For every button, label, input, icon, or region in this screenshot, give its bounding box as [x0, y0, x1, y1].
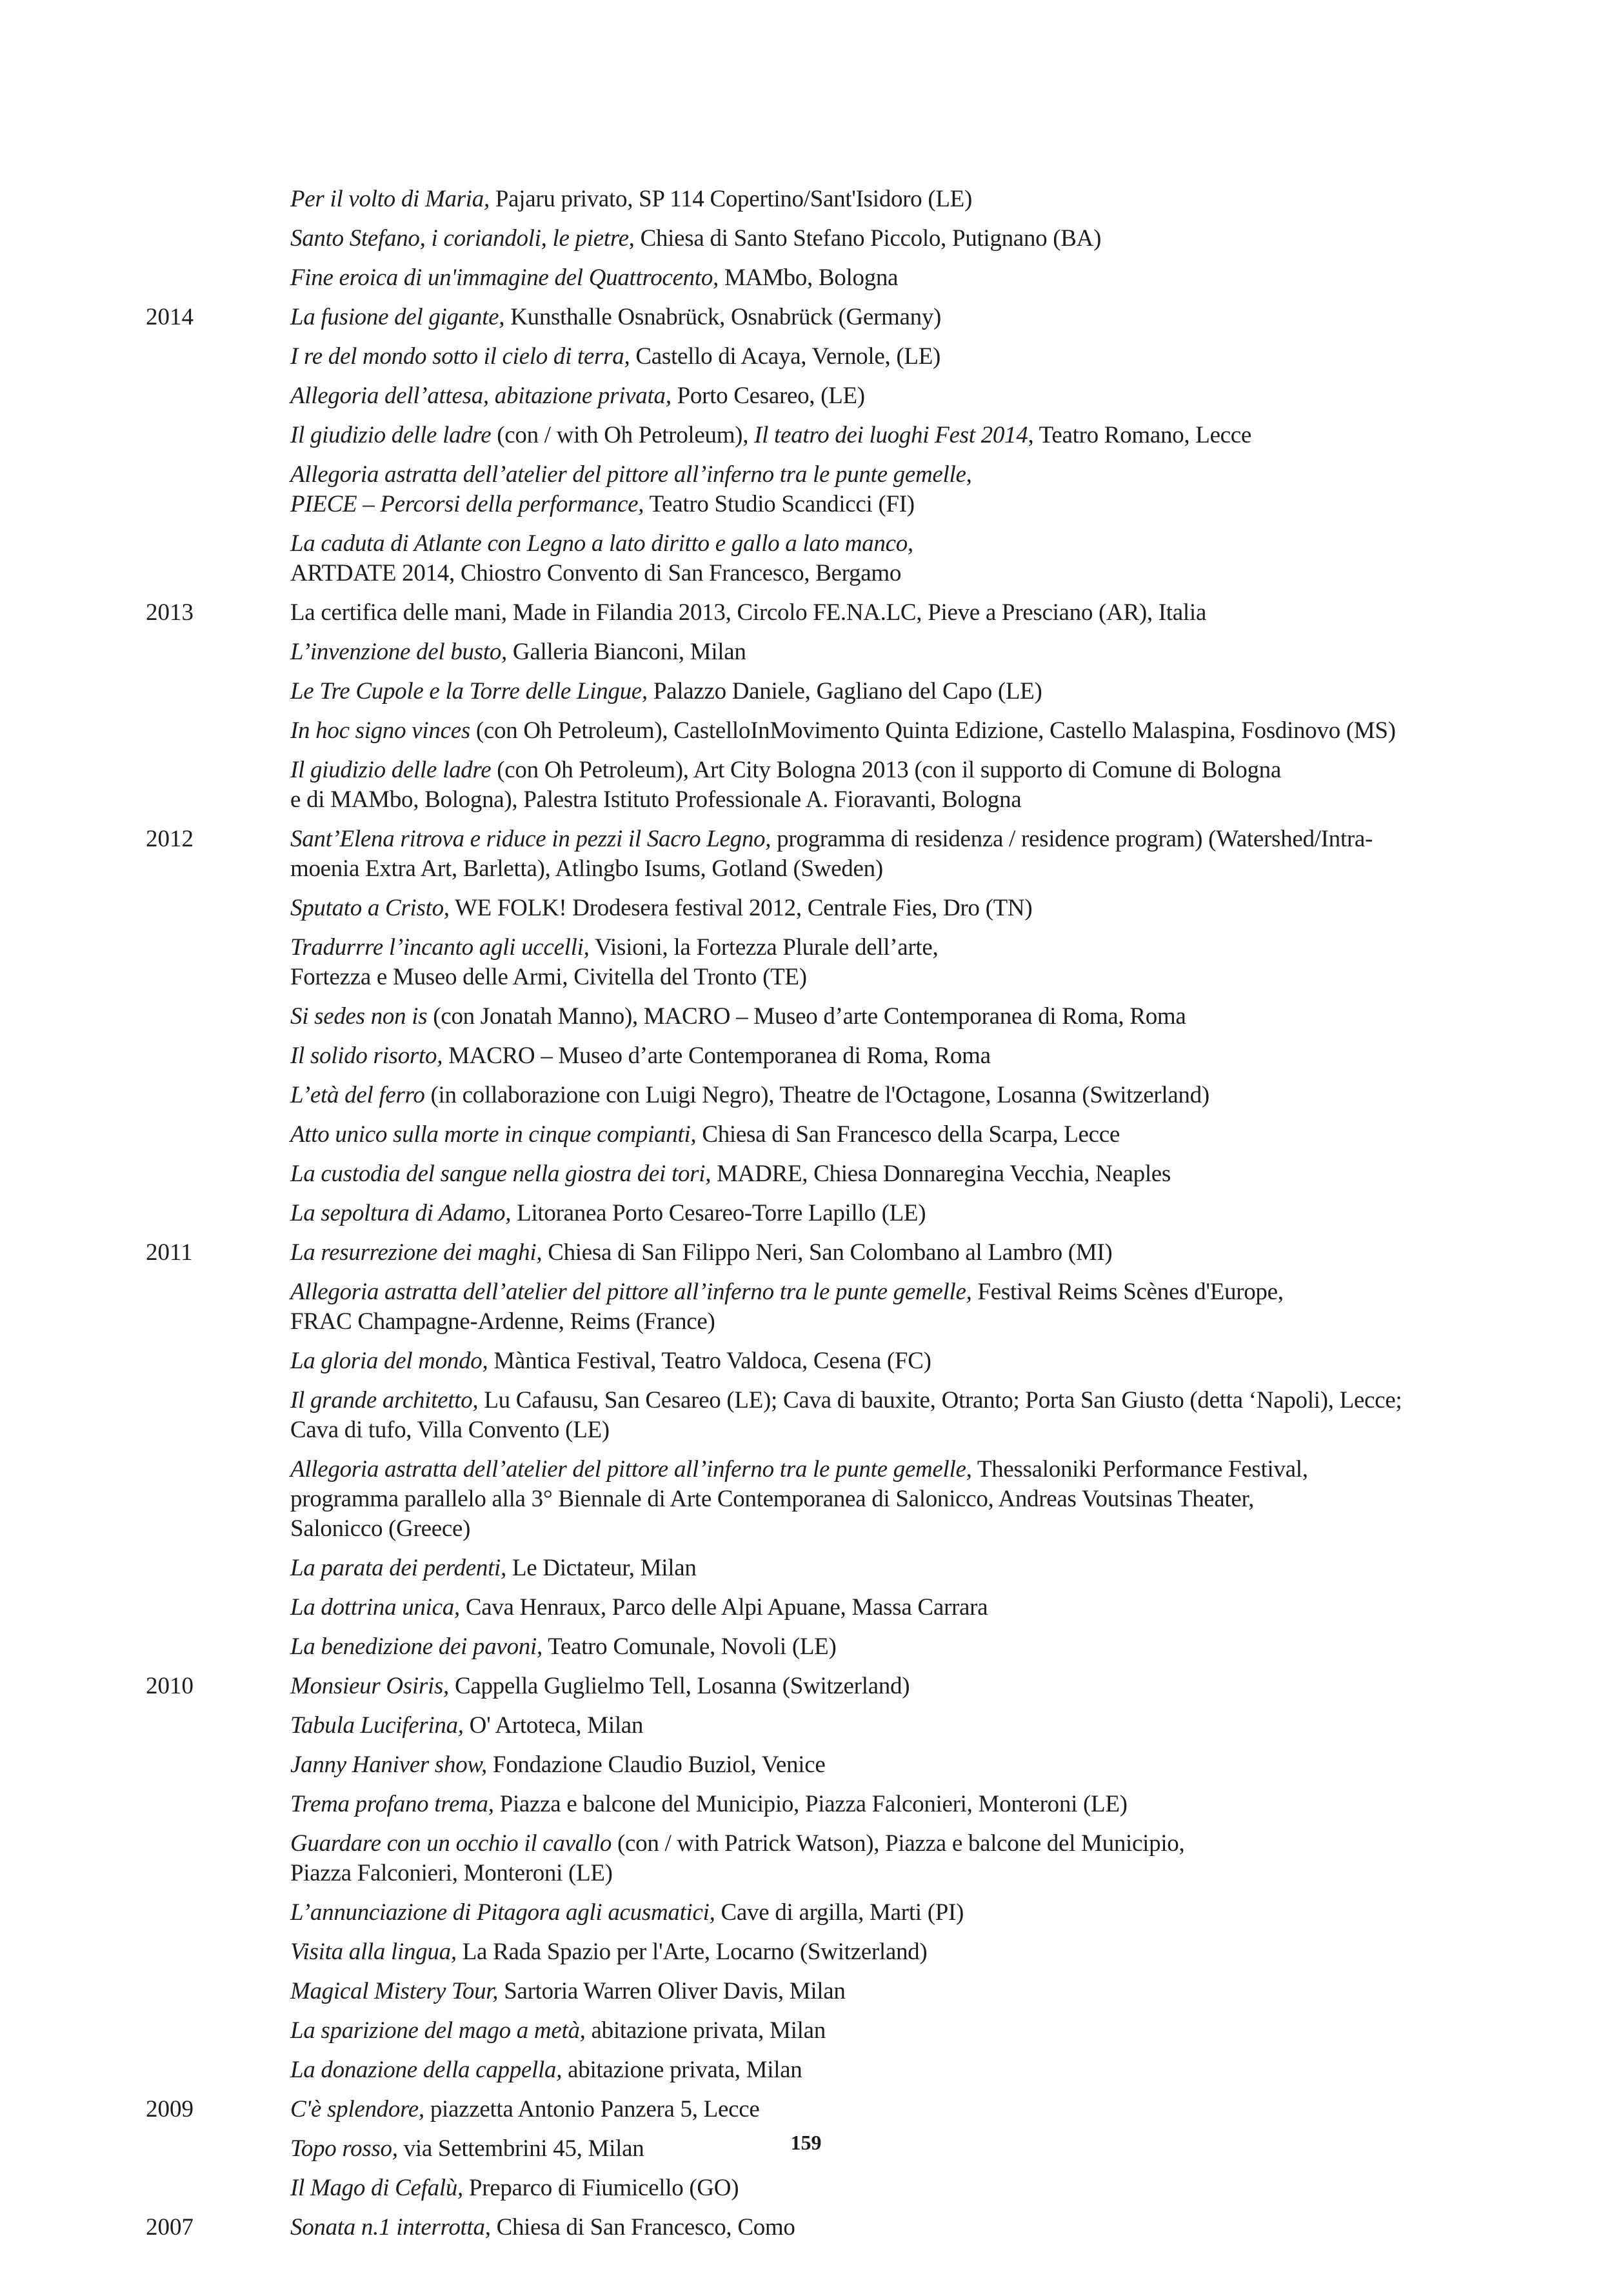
venue-text: Salonicco (Greece)	[290, 1515, 471, 1542]
entry-text	[290, 1750, 1533, 1780]
entry-text	[290, 716, 1533, 746]
entry-year: 2013	[146, 599, 194, 626]
entry-line	[290, 1711, 1533, 1741]
work-title: La sparizione del mago a metà,	[290, 2017, 586, 2044]
entry-text	[290, 755, 1533, 815]
exhibition-entry	[146, 1977, 1533, 2006]
venue-text: Festival Reims Scènes d'Europe,	[971, 1279, 1284, 1305]
entry-text	[290, 598, 1533, 628]
venue-text: Piazza e balcone del Municipio, Piazza Falconieri, Monteroni (LE)	[493, 1791, 1128, 1817]
exhibition-entry	[146, 303, 1533, 332]
entry-line	[290, 342, 1533, 372]
venue-text: (con / with Oh Petroleum),	[491, 422, 755, 448]
venue-text: Visioni, la Fortezza Plurale dell’arte,	[589, 934, 939, 961]
entry-line	[290, 1593, 1533, 1622]
exhibition-entry	[146, 529, 1533, 588]
exhibition-entry	[146, 1790, 1533, 1819]
entry-line	[290, 1277, 1533, 1307]
venue-text: Kunsthalle Osnabrück, Osnabrück (Germany)	[504, 304, 942, 330]
work-title: La dottrina unica,	[290, 1594, 460, 1621]
work-title: La gloria del mondo,	[290, 1348, 488, 1374]
work-title: Per il volto di Maria,	[290, 186, 490, 212]
work-title: Monsieur Osiris,	[290, 1673, 449, 1699]
exhibition-entry	[146, 1455, 1533, 1544]
entry-line	[290, 1002, 1533, 1032]
exhibition-entry	[146, 677, 1533, 706]
entry-line	[290, 263, 1533, 293]
exhibition-entry	[146, 1829, 1533, 1888]
entry-text	[290, 2055, 1533, 2085]
entry-line	[290, 2095, 1533, 2124]
exhibition-entry	[146, 2055, 1533, 2085]
entry-line	[290, 1790, 1533, 1819]
entry-text	[290, 224, 1533, 254]
venue-text: abitazione privata, Milan	[585, 2017, 826, 2044]
entry-text	[290, 824, 1533, 884]
venue-text: Porto Cesareo, (LE)	[671, 383, 865, 409]
work-title: I re del mondo sotto il cielo di terra,	[290, 343, 630, 370]
venue-text: abitazione privata, Milan	[562, 2057, 802, 2083]
work-title: Tabula Luciferina,	[290, 1712, 464, 1739]
venue-text: Cava Henraux, Parco delle Alpi Apuane, Massa Carrara	[459, 1594, 988, 1621]
exhibition-entry	[146, 755, 1533, 815]
exhibition-entry	[146, 1159, 1533, 1189]
work-title: La custodia del sangue nella giostra dei tori,	[290, 1161, 711, 1187]
entry-text	[290, 637, 1533, 667]
entry-text	[290, 1159, 1533, 1189]
entry-line	[290, 1553, 1533, 1583]
venue-text: (con / with Patrick Watson), Piazza e balcone del Municipio,	[612, 1830, 1185, 1857]
work-title: Janny Haniver show,	[290, 1752, 487, 1778]
entry-line	[290, 1484, 1533, 1514]
exhibition-entry	[146, 1898, 1533, 1928]
venue-text: Fondazione Claudio Buziol, Venice	[486, 1752, 826, 1778]
exhibition-entry	[146, 1277, 1533, 1337]
work-title: Sant’Elena ritrova e riduce in pezzi il Sacro Legno,	[290, 826, 771, 852]
venue-text: moenia Extra Art, Barletta), Atlingbo Isums, Gotland (Sweden)	[290, 855, 883, 882]
entry-line	[290, 1081, 1533, 1110]
venue-text: programma parallelo alla 3° Biennale di Arte Contemporanea di Salonicco, Andreas Voutsinas Theater,	[290, 1486, 1255, 1512]
work-title: Allegoria astratta dell’atelier del pittore all’inferno tra le punte gemelle,	[290, 1456, 972, 1482]
work-title: In hoc signo vinces	[290, 717, 470, 744]
entry-line	[290, 1859, 1533, 1888]
exhibition-entry	[146, 1750, 1533, 1780]
exhibition-entry	[146, 381, 1533, 411]
entry-line	[290, 1041, 1533, 1071]
work-title: Topo rosso,	[290, 2135, 398, 2162]
exhibition-entry	[146, 1199, 1533, 1228]
entry-text	[290, 1386, 1533, 1445]
venue-text: programma di residenza / residence program) (Watershed/Intra-	[771, 826, 1373, 852]
work-title: Il solido risorto,	[290, 1043, 443, 1069]
exhibition-entry	[146, 637, 1533, 667]
entry-line	[290, 1750, 1533, 1780]
venue-text: Piazza Falconieri, Monteroni (LE)	[290, 1860, 613, 1886]
entry-text	[290, 1277, 1533, 1337]
entry-text	[290, 460, 1533, 519]
work-title: Trema profano trema,	[290, 1791, 494, 1817]
entry-text	[290, 1081, 1533, 1110]
venue-text: Castello di Acaya, Vernole, (LE)	[630, 343, 941, 370]
entry-line	[290, 1238, 1533, 1268]
entry-line	[290, 1455, 1533, 1484]
entry-text	[290, 1593, 1533, 1622]
entry-text	[290, 2213, 1533, 2242]
exhibition-entry	[146, 1593, 1533, 1622]
exhibition-entry	[146, 2016, 1533, 2046]
entry-line	[290, 2213, 1533, 2242]
exhibition-entry	[146, 1386, 1533, 1445]
entry-text	[290, 529, 1533, 588]
entry-line	[290, 1120, 1533, 1150]
entry-line	[290, 1199, 1533, 1228]
entry-line	[290, 893, 1533, 923]
work-title: C'è splendore,	[290, 2096, 424, 2122]
venue-text: via Settembrini 45, Milan	[397, 2135, 644, 2162]
page-number: 159	[790, 2131, 822, 2154]
work-title: Santo Stefano, i coriandoli, le pietre,	[290, 225, 635, 252]
exhibition-entry	[146, 460, 1533, 519]
entry-text	[290, 933, 1533, 992]
entry-line	[290, 1672, 1533, 1701]
entry-text	[290, 1711, 1533, 1741]
work-title: La donazione della cappella,	[290, 2057, 562, 2083]
entry-text	[290, 1553, 1533, 1583]
work-title: La sepoltura di Adamo,	[290, 1200, 512, 1226]
entry-text	[290, 1199, 1533, 1228]
venue-text: Chiesa di San Filippo Neri, San Colombano al Lambro (MI)	[542, 1239, 1113, 1266]
work-title: Il teatro dei luoghi Fest 2014	[754, 422, 1028, 448]
entry-text	[290, 1977, 1533, 2006]
venue-text: Lu Cafausu, San Cesareo (LE); Cava di bauxite, Otranto; Porta San Giusto (detta ‘Napoli), Lecce;	[478, 1387, 1402, 1413]
work-title: L’invenzione del busto,	[290, 639, 507, 665]
venue-text: Thessaloniki Performance Festival,	[971, 1456, 1308, 1482]
venue-text: Galleria Bianconi, Milan	[506, 639, 746, 665]
exhibition-entry	[146, 1002, 1533, 1032]
entry-text	[290, 1672, 1533, 1701]
exhibition-entry	[146, 263, 1533, 293]
exhibition-entry	[146, 598, 1533, 628]
venue-text: Teatro Studio Scandicci (FI)	[644, 491, 915, 517]
entry-text	[290, 381, 1533, 411]
work-title: La fusione del gigante,	[290, 304, 505, 330]
entry-text	[290, 1346, 1533, 1376]
entry-year: 2010	[146, 1673, 194, 1699]
venue-text: Litoranea Porto Cesareo-Torre Lapillo (LE)	[511, 1200, 926, 1226]
venue-text: Pajaru privato, SP 114 Copertino/Sant'Isidoro (LE)	[489, 186, 972, 212]
work-title: Visita alla lingua,	[290, 1939, 457, 1965]
work-title: Atto unico sulla morte in cinque compianti,	[290, 1121, 697, 1148]
exhibition-entry	[146, 1081, 1533, 1110]
entry-text	[290, 1120, 1533, 1150]
entry-line	[290, 1415, 1533, 1445]
entry-text	[290, 263, 1533, 293]
work-title: Guardare con un occhio il cavallo	[290, 1830, 612, 1857]
venue-text: MADRE, Chiesa Donnaregina Vecchia, Neaples	[711, 1161, 1171, 1187]
venue-text: FRAC Champagne-Ardenne, Reims (France)	[290, 1308, 715, 1335]
entry-text	[290, 1790, 1533, 1819]
venue-text: Chiesa di San Francesco, Como	[490, 2214, 795, 2241]
entry-line	[290, 854, 1533, 884]
entry-line	[290, 1514, 1533, 1544]
venue-text: (con Oh Petroleum), Art City Bologna 2013 (con il supporto di Comune di Bologna	[491, 757, 1281, 783]
exhibition-entry	[146, 421, 1533, 450]
entry-line	[290, 677, 1533, 706]
venue-text: Teatro Comunale, Novoli (LE)	[542, 1633, 837, 1660]
work-title: PIECE – Percorsi della performance,	[290, 491, 644, 517]
work-title: Allegoria astratta dell’atelier del pittore all’inferno tra le punte gemelle,	[290, 461, 972, 488]
venue-text: Chiesa di San Francesco della Scarpa, Lecce	[696, 1121, 1120, 1148]
exhibition-entry	[146, 2095, 1533, 2124]
venue-text: Cappella Guglielmo Tell, Losanna (Switzerland)	[449, 1673, 910, 1699]
exhibition-entry	[146, 1711, 1533, 1741]
exhibition-entry	[146, 893, 1533, 923]
entry-text	[290, 1041, 1533, 1071]
entry-line	[290, 933, 1533, 963]
entry-text	[290, 1632, 1533, 1662]
entry-line	[290, 1632, 1533, 1662]
entry-line	[290, 637, 1533, 667]
exhibition-entry	[146, 342, 1533, 372]
entry-text	[290, 342, 1533, 372]
entry-line	[290, 1977, 1533, 2006]
entry-text	[290, 893, 1533, 923]
venue-text: (con Oh Petroleum), CastelloInMovimento Quinta Edizione, Castello Malaspina, Fosdinovo (MS)	[470, 717, 1396, 744]
work-title: Sputato a Cristo,	[290, 895, 450, 921]
entry-line	[290, 1346, 1533, 1376]
entry-year: 2014	[146, 304, 194, 330]
work-title: Il grande architetto,	[290, 1387, 479, 1413]
exhibition-entry	[146, 1937, 1533, 1967]
exhibition-entry	[146, 2213, 1533, 2242]
entry-line	[290, 1307, 1533, 1337]
venue-text: Palazzo Daniele, Gagliano del Capo (LE)	[647, 678, 1042, 704]
exhibition-entry	[146, 1553, 1533, 1583]
work-title: Allegoria dell’attesa, abitazione privata,	[290, 383, 672, 409]
entry-line	[290, 785, 1533, 815]
work-title: La benedizione dei pavoni,	[290, 1633, 542, 1660]
entry-year: 2012	[146, 826, 194, 852]
work-title: Si sedes non is	[290, 1003, 428, 1030]
venue-text: e di MAMbo, Bologna), Palestra Istituto Professionale A. Fioravanti, Bologna	[290, 786, 1022, 813]
entry-line	[290, 2173, 1533, 2203]
entry-text	[290, 2173, 1533, 2203]
venue-text: piazzetta Antonio Panzera 5, Lecce	[424, 2096, 760, 2122]
venue-text: Sartoria Warren Oliver Davis, Milan	[498, 1978, 846, 2004]
entry-text	[290, 1829, 1533, 1888]
venue-text: MAMbo, Bologna	[719, 265, 899, 291]
entry-line	[290, 824, 1533, 854]
exhibition-entry	[146, 1041, 1533, 1071]
entry-text	[290, 1898, 1533, 1928]
venue-text: Cave di argilla, Marti (PI)	[715, 1899, 964, 1926]
entry-line	[290, 598, 1533, 628]
work-title: Magical Mistery Tour,	[290, 1978, 499, 2004]
entry-line	[290, 559, 1533, 588]
entry-text	[290, 185, 1533, 214]
entry-year: 2007	[146, 2214, 194, 2241]
exhibition-entry	[146, 224, 1533, 254]
work-title: Il giudizio delle ladre	[290, 757, 492, 783]
entry-text	[290, 677, 1533, 706]
venue-text: MACRO – Museo d’arte Contemporanea di Roma, Roma	[443, 1043, 991, 1069]
exhibition-entry	[146, 1238, 1533, 1268]
entry-line	[290, 755, 1533, 785]
work-title: Sonata n.1 interrotta,	[290, 2214, 491, 2241]
entry-line	[290, 460, 1533, 490]
entry-line	[290, 1898, 1533, 1928]
exhibition-entry	[146, 933, 1533, 992]
entry-line	[290, 1386, 1533, 1415]
entry-line	[290, 381, 1533, 411]
entry-line	[290, 185, 1533, 214]
entry-line	[290, 2016, 1533, 2046]
venue-text: Cava di tufo, Villa Convento (LE)	[290, 1417, 610, 1443]
entry-text	[290, 1937, 1533, 1967]
work-title: L’età del ferro	[290, 1082, 425, 1108]
exhibition-entry	[146, 1120, 1533, 1150]
entry-line	[290, 303, 1533, 332]
work-title: Il Mago di Cefalù,	[290, 2175, 463, 2201]
exhibition-entry	[146, 1632, 1533, 1662]
work-title: L’annunciazione di Pitagora agli acusmatici,	[290, 1899, 715, 1926]
exhibition-entry	[146, 2173, 1533, 2203]
entry-text	[290, 303, 1533, 332]
work-title: Tradurrre l’incanto agli uccelli,	[290, 934, 590, 961]
exhibition-entry	[146, 1672, 1533, 1701]
work-title: Fine eroica di un'immagine del Quattrocento,	[290, 265, 719, 291]
entry-line	[290, 1937, 1533, 1967]
entry-line	[290, 716, 1533, 746]
exhibition-entry	[146, 185, 1533, 214]
work-title: La caduta di Atlante con Legno a lato diritto e gallo a lato manco,	[290, 530, 913, 557]
entry-line	[290, 224, 1533, 254]
venue-text: La Rada Spazio per l'Arte, Locarno (Switzerland)	[456, 1939, 928, 1965]
entry-year: 2011	[146, 1239, 193, 1266]
exhibition-list	[146, 185, 1533, 2252]
work-title: La parata dei perdenti,	[290, 1555, 506, 1581]
venue-text: ARTDATE 2014, Chiostro Convento di San Francesco, Bergamo	[290, 560, 902, 586]
entry-text	[290, 1455, 1533, 1544]
venue-text: (in collaborazione con Luigi Negro), Theatre de l'Octagone, Losanna (Switzerland)	[424, 1082, 1209, 1108]
entry-text	[290, 1238, 1533, 1268]
entry-line	[290, 1159, 1533, 1189]
venue-text: Fortezza e Museo delle Armi, Civitella del Tronto (TE)	[290, 964, 807, 990]
exhibition-entry	[146, 1346, 1533, 1376]
venue-text: WE FOLK! Drodesera festival 2012, Centrale Fies, Dro (TN)	[449, 895, 1033, 921]
entry-line	[290, 529, 1533, 559]
venue-text: , Teatro Romano, Lecce	[1028, 422, 1252, 448]
entry-year: 2009	[146, 2096, 194, 2122]
venue-text: O' Artoteca, Milan	[463, 1712, 644, 1739]
entry-line	[290, 1829, 1533, 1859]
exhibition-entry	[146, 716, 1533, 746]
work-title: Allegoria astratta dell’atelier del pittore all’inferno tra le punte gemelle,	[290, 1279, 972, 1305]
venue-text: Preparco di Fiumicello (GO)	[463, 2175, 739, 2201]
venue-text: Le Dictateur, Milan	[506, 1555, 697, 1581]
entry-line	[290, 2055, 1533, 2085]
entry-line	[290, 963, 1533, 992]
venue-text: Màntica Festival, Teatro Valdoca, Cesena (FC)	[488, 1348, 931, 1374]
entry-text	[290, 2016, 1533, 2046]
entry-text	[290, 1002, 1533, 1032]
entry-line	[290, 421, 1533, 450]
work-title: Le Tre Cupole e la Torre delle Lingue,	[290, 678, 648, 704]
entry-text	[290, 421, 1533, 450]
venue-text: La certifica delle mani, Made in Filandia 2013, Circolo FE.NA.LC, Pieve a Presciano (AR), Italia	[290, 599, 1206, 626]
entry-text	[290, 2095, 1533, 2124]
exhibition-entry	[146, 824, 1533, 884]
venue-text: (con Jonatah Manno), MACRO – Museo d’arte Contemporanea di Roma, Roma	[427, 1003, 1186, 1030]
work-title: La resurrezione dei maghi,	[290, 1239, 542, 1266]
work-title: Il giudizio delle ladre	[290, 422, 492, 448]
venue-text: Chiesa di Santo Stefano Piccolo, Putignano (BA)	[634, 225, 1102, 252]
entry-line	[290, 490, 1533, 519]
